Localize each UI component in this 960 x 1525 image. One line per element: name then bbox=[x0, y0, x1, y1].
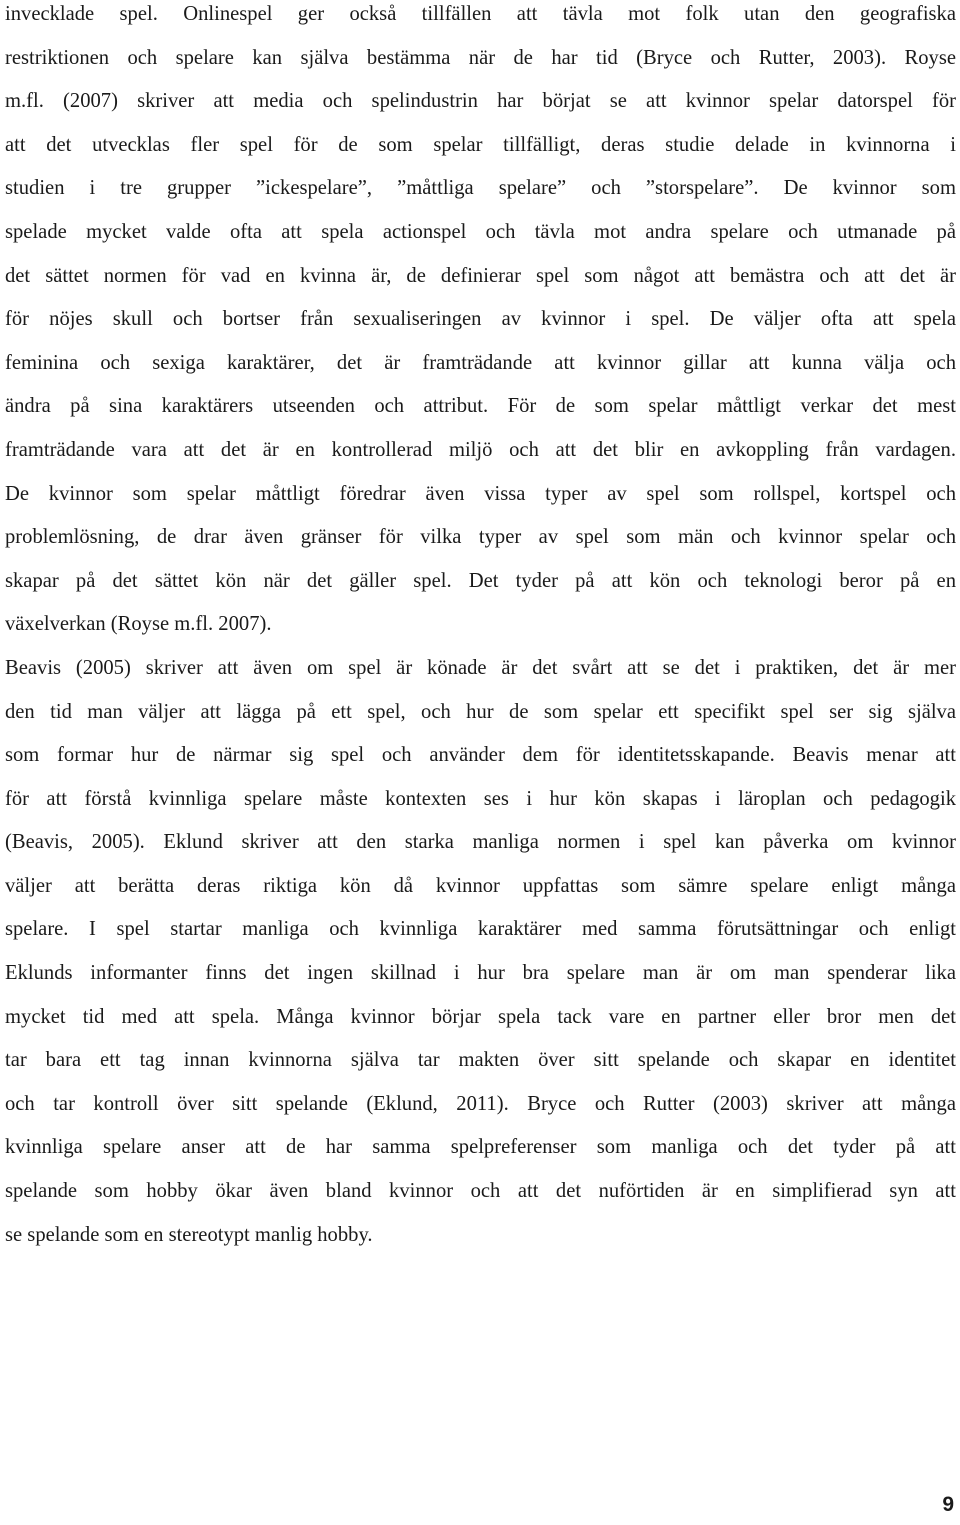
text-line: tar bara ett tag innan kvinnorna själva tar makten över sitt spelande och skapar en identitet bbox=[5, 1049, 956, 1072]
text-line: det sättet normen för vad en kvinna är, de definierar spel som något att bemästra och att det är bbox=[5, 264, 956, 287]
text-line: Beavis (2005) skriver att även om spel är könade är det svårt att se det i praktiken, det är mer bbox=[5, 656, 956, 679]
text-line: studien i tre grupper ”ickespelare”, ”måttliga spelare” och ”storspelare”. De kvinnor som bbox=[5, 177, 956, 200]
page-number: 9 bbox=[942, 1493, 954, 1516]
text-line: som formar hur de närmar sig spel och använder dem för identitetsskapande. Beavis menar att bbox=[5, 744, 956, 767]
text-line: restriktionen och spelare kan själva bestämma när de har tid (Bryce och Rutter, 2003). Royse bbox=[5, 46, 956, 69]
text-line: invecklade spel. Onlinespel ger också tillfällen att tävla mot folk utan den geografiska bbox=[5, 3, 956, 25]
text-line: ändra på sina karaktärers utseenden och attribut. För de som spelar måttligt verkar det mest bbox=[5, 395, 956, 418]
text-line: spelade mycket valde ofta att spela actionspel och tävla mot andra spelare och utmanade på bbox=[5, 220, 956, 243]
text-line: och tar kontroll över sitt spelande (Eklund, 2011). Bryce och Rutter (2003) skriver att många bbox=[5, 1092, 956, 1115]
text-line: De kvinnor som spelar måttligt föredrar även vissa typer av spel som rollspel, kortspel och bbox=[5, 482, 956, 505]
text-line: problemlösning, de drar även gränser för vilka typer av spel som män och kvinnor spelar och bbox=[5, 526, 956, 549]
text-line: Eklunds informanter finns det ingen skillnad i hur bra spelare man är om man spenderar lika bbox=[5, 962, 956, 985]
text-line: väljer att berätta deras riktiga kön då kvinnor uppfattas som sämre spelare enligt många bbox=[5, 874, 956, 897]
body-text bbox=[5, 0, 956, 1257]
text-line: (Beavis, 2005). Eklund skriver att den starka manliga normen i spel kan påverka om kvinnor bbox=[5, 831, 956, 854]
text-line: den tid man väljer att lägga på ett spel, och hur de som spelar ett specifikt spel ser sig själva bbox=[5, 700, 956, 723]
text-line: kvinnliga spelare anser att de har samma spelpreferenser som manliga och det tyder på att bbox=[5, 1136, 956, 1159]
text-line: för att förstå kvinnliga spelare måste kontexten ses i hur kön skapas i läroplan och pedagogik bbox=[5, 787, 956, 810]
text-line: för nöjes skull och bortser från sexualiseringen av kvinnor i spel. De väljer ofta att spela bbox=[5, 308, 956, 331]
paragraph bbox=[5, 647, 956, 1257]
paragraph bbox=[5, 0, 956, 647]
text-line: växelverkan (Royse m.fl. 2007). bbox=[5, 613, 272, 636]
text-line: se spelande som en stereotypt manlig hobby. bbox=[5, 1223, 373, 1246]
text-line: spelare. I spel startar manliga och kvinnliga karaktärer med samma förutsättningar och enligt bbox=[5, 918, 956, 941]
text-line: m.fl. (2007) skriver att media och spelindustrin har börjat se att kvinnor spelar datorspel för bbox=[5, 90, 956, 113]
text-line: skapar på det sättet kön när det gäller spel. Det tyder på att kön och teknologi beror på en bbox=[5, 569, 956, 592]
text-line: att det utvecklas fler spel för de som spelar tillfälligt, deras studie delade in kvinnorna i bbox=[5, 133, 956, 156]
text-line: spelande som hobby ökar även bland kvinnor och att det nuförtiden är en simplifierad syn att bbox=[5, 1180, 956, 1203]
text-line: mycket tid med att spela. Många kvinnor börjar spela tack vare en partner eller bror men det bbox=[5, 1005, 956, 1028]
text-line: feminina och sexiga karaktärer, det är framträdande att kvinnor gillar att kunna välja och bbox=[5, 351, 956, 374]
text-line: framträdande vara att det är en kontrollerad miljö och att det blir en avkoppling från vardagen. bbox=[5, 438, 956, 461]
